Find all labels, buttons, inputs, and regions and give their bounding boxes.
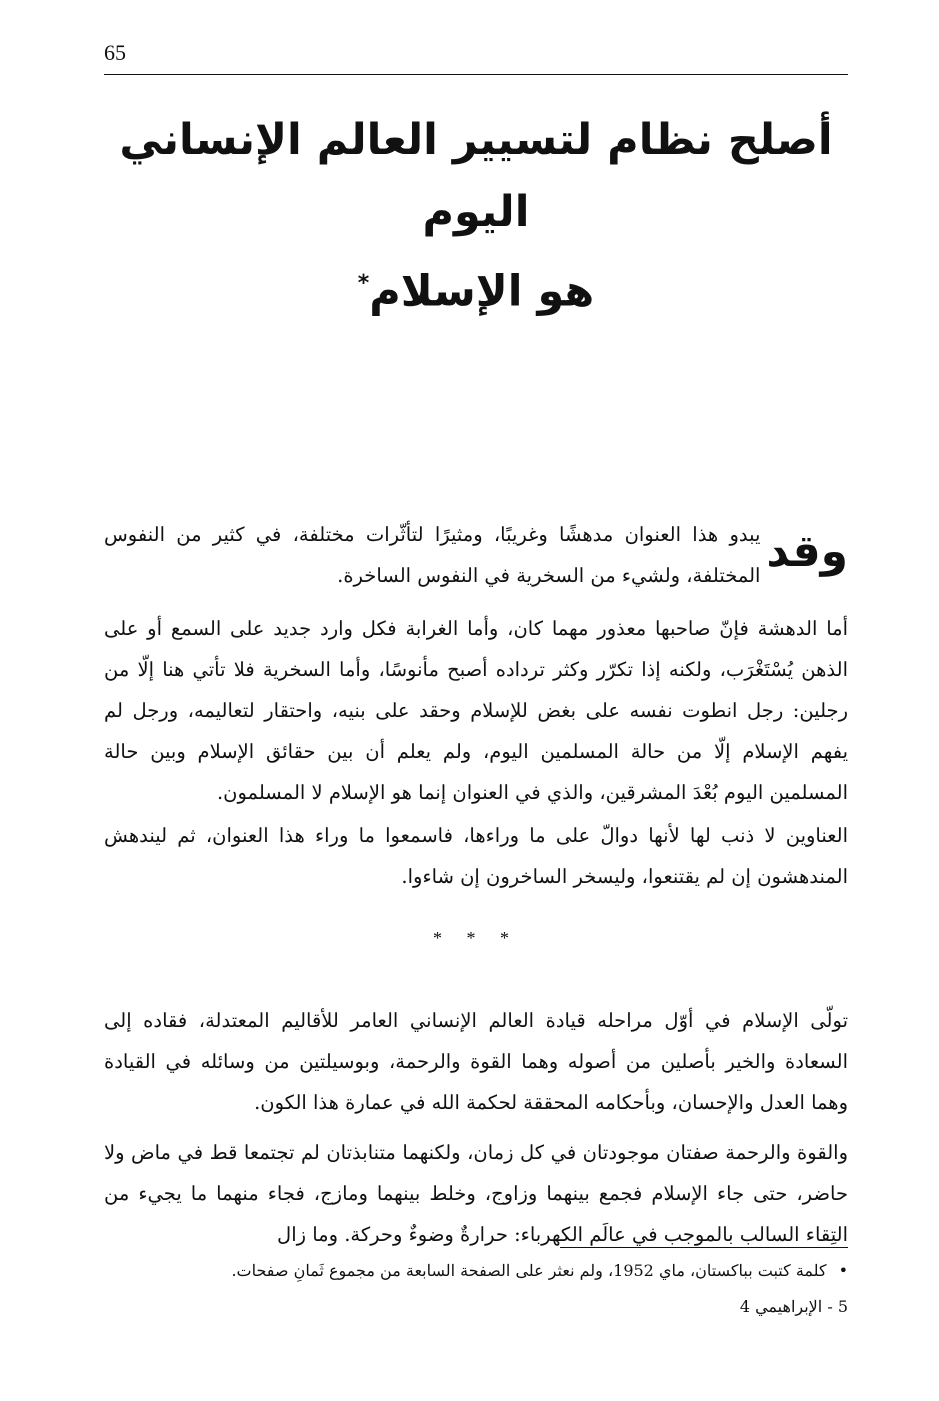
footnote-text: كلمة كتبت بباكستان، ماي 1952، ولم نعثر على الصفحة السابعة من مجموع ثَمانِ صفحات. xyxy=(231,1261,827,1280)
dropcap: وقد xyxy=(766,526,848,577)
paragraph-1 xyxy=(104,514,848,596)
paragraph-5: والقوة والرحمة صفتان موجودتان في كل زمان، ولكنهما متنابذتان لم تجتمعا قط في ماض ولا حاضر، حتى جاء الإسلام فجمع بينهما وزاوج، وخلط بينهما ومازج، فجاء منهما ما يجيء من التِقاء السالب بالموجب في عالَم الكهرباء: حرارةٌ وضوءٌ وحركة. وما زال xyxy=(104,1141,848,1246)
header-rule xyxy=(104,74,848,75)
paragraph-1-text: يبدو هذا العنوان مدهشًا وغريبًا، ومثيرًا لتأثّرات مختلفة، في كثير من النفوس المختلفة، ولشيء من السخرية في النفوس الساخرة. xyxy=(104,523,761,587)
section-divider: * * * xyxy=(433,928,519,948)
title-line-2-text: هو الإسلام xyxy=(369,266,595,317)
footnote xyxy=(104,1256,848,1286)
footnote-rule xyxy=(560,1247,848,1248)
signature-mark: 5 - الإبراهيمي 4 xyxy=(739,1297,848,1316)
chapter-title xyxy=(104,104,848,327)
paragraph-2: أما الدهشة فإنّ صاحبها معذور مهما كان، وأما الغرابة فكل وارد جديد على السمع أو على الذهن يُسْتَغْرَب، ولكنه إذا تكرّر وكثر ترداده أصبح مأنوسًا، وأما السخرية فلا تأتي هنا إلّا من رجلين: رجل انطوت نفسه على بغض للإسلام وحقد على بنيه، واحتقار لتعاليمه، ورجل لم يفهم الإسلام إلّا من حالة المسلمين اليوم، ولم يعلم أن بين حقائق الإسلام وبين حالة المسلمين اليوم بُعْدَ المشرقين، والذي في العنوان إنما هو الإسلام لا المسلمون. xyxy=(104,617,848,804)
title-line-1: أصلح نظام لتسيير العالم الإنساني اليوم xyxy=(119,115,833,237)
title-footnote-mark: * xyxy=(357,271,370,296)
paragraph-3: العناوين لا ذنب لها لأنها دوالّ على ما وراءها، فاسمعوا ما وراء هذا العنوان، ثم ليندهش المندهشون إن لم يقتنعوا، وليسخر الساخرون إن شاءوا. xyxy=(104,824,848,888)
title-line-2 xyxy=(104,248,848,327)
page-number: 65 xyxy=(104,40,126,65)
paragraph-4: تولّى الإسلام في أوّل مراحله قيادة العالم الإنساني العامر للأقاليم المعتدلة، فقاده إلى السعادة والخير بأصلين من أصوله وهما القوة والرحمة، وبوسيلتين من وسائله في القيادة وهما العدل والإحسان، وبأحكامه المحققة لحكمة الله في عمارة هذا الكون. xyxy=(104,1009,848,1114)
footnote-bullet: • xyxy=(838,1261,848,1280)
